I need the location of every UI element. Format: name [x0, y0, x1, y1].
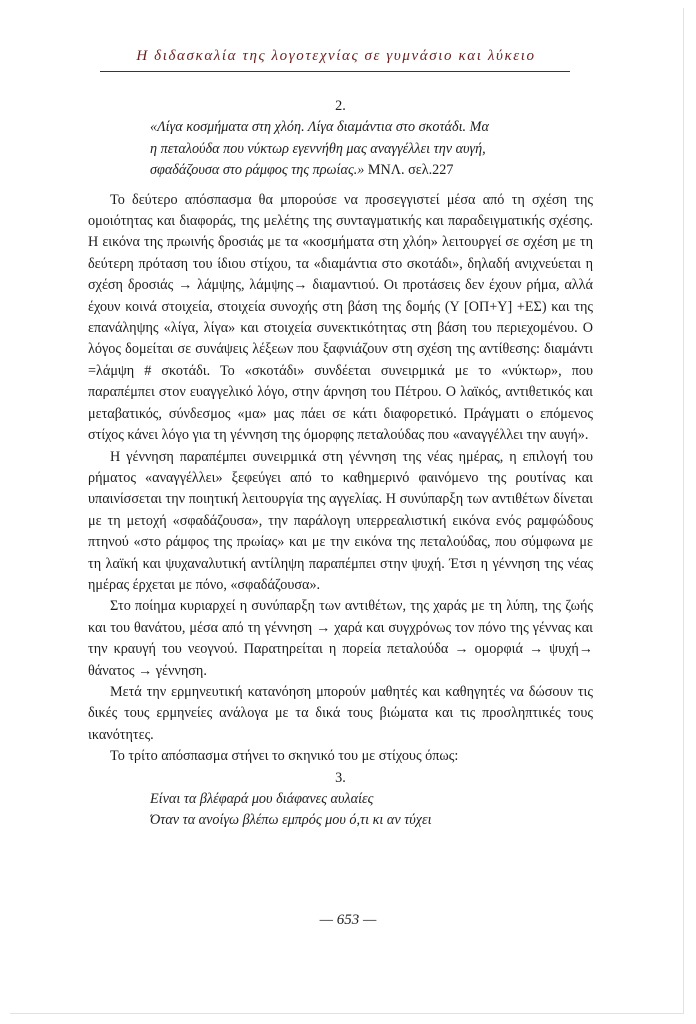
- quote-reference: ΜΝΛ. σελ.227: [364, 162, 454, 179]
- verse-line: Είναι τα βλέφαρά μου διάφανες αυλαίες: [150, 791, 374, 807]
- header-rule: [100, 71, 570, 72]
- excerpt-number: 3.: [335, 769, 346, 786]
- excerpt-quote: [150, 117, 495, 181]
- quote-text: «Λίγα κοσμήματα στη χλόη. Λίγα διαμάντια στο σκοτάδι. Μα η πεταλούδα που νύκτωρ εγεννήθη μας αναγγέλλει την αυγή, σφαδάζουσα στο ράμφος της πρωίας.»: [150, 119, 489, 179]
- body-paragraph: Μετά την ερμηνευτική κατανόηση μπορούν μαθητές και καθηγητές να δώσουν τις δικές τους ερμηνείες ανάλογα με τα δικά τους βιώματα και τις προσληπτικές τους ικανότητες.: [88, 683, 593, 743]
- body-paragraph: Στο ποίημα κυριαρχεί η συνύπαρξη των αντιθέτων, της χαράς με τη λύπη, της ζωής και του θανάτου, μέσα από τη γέννηση → χαρά και συγχρόνως τον πόνο της γέννας και την κραυγή του νεογνού. Παρατηρείται η πορεία πεταλούδα → ομορφιά → ψυχή→ θάνατος → γέννηση.: [88, 598, 593, 679]
- running-title: Η διδασκαλία της λογοτεχνίας σε γυμνάσιο και λύκειο: [136, 48, 536, 64]
- body-paragraph: Το δεύτερο απόσπασμα θα μπορούσε να προσεγγιστεί μέσα από τη σχέση της ομοιότητας και διαφοράς, της μελέτης της συνταγματικής και παραδειγματικής σχέσης. Η εικόνα της πρωινής δροσιάς με τα «κοσμήματα στη χλόη» λειτουργεί σε σχέση με τη δεύτερη πρόταση του ίδιου στίχου, τα «διαμάντια στο σκοτάδι», δηλαδή ανιχνεύεται η σχέση δροσιάς → λάμψης, λάμψης→ διαμαντιού. Οι προτάσεις δεν έχουν ρήμα, αλλά έχουν κοινά στοιχεία, στοιχεία συνοχής στη βάση της δομής (Υ [ΟΠ+Υ] +ΕΣ) και της επανάληψης «λίγα, λίγα» και στοιχεία συνεκτικότητας στη βάση του περιεχομένου. Ο λόγος δομείται σε συνάψεις λέξεων που ξαφνιάζουν στη σχέση της αντίθεσης: διαμάντι =λάμψη # σκοτάδι. Το «σκοτάδι» συνδέεται συνειρμικά με το «νύκτωρ», που παραπέμπει στον ευαγγελικό λόγο, στην άρνηση του Πέτρου. Ο λαϊκός, αντιθετικός και μεταβατικός, σύνδεσμος «μα» μας πάει σε κάτι διαφορετικό. Πράγματι ο επόμενος στίχος κάνει λόγο για τη γέννηση της όμορφης πεταλούδας που «αναγγέλλει την αυγή».: [88, 191, 593, 444]
- page-content: [88, 96, 593, 832]
- page-number: — 653 —: [319, 912, 377, 928]
- body-paragraph: Το τρίτο απόσπασμα στήνει το σκηνικό του με στίχους όπως:: [110, 748, 459, 765]
- excerpt-number: 2.: [335, 98, 346, 114]
- verse-block: [150, 789, 593, 832]
- body-paragraph: Η γέννηση παραπέμπει συνειρμικά στη γέννηση της νέας ημέρας, η επιλογή του ρήματος «αναγγέλλει» ξεφεύγει από το καθημερινό φαινόμενο της ρουτίνας και υπαινίσσεται την ποιητική λειτουργία της αγγελίας. Η συνύπαρξη των αντιθέτων δίνεται με τη μετοχή «σφαδάζουσα», την παράλογη υπερρεαλιστική εικόνα ενός ραμφώδους πτηνού «στο ράμφος της πρωίας» και με την εικόνα της πεταλούδας, που σύμφωνα με τη λαϊκή και ψυχαναλυτική αντίληψη παραπέμπει στην ψυχή. Έτσι η γέννηση της νέας ημέρας έρχεται με πόνο, «σφαδάζουσα».: [88, 448, 593, 593]
- verse-line: Όταν τα ανοίγω βλέπω εμπρός μου ό,τι κι αν τύχει: [150, 812, 432, 829]
